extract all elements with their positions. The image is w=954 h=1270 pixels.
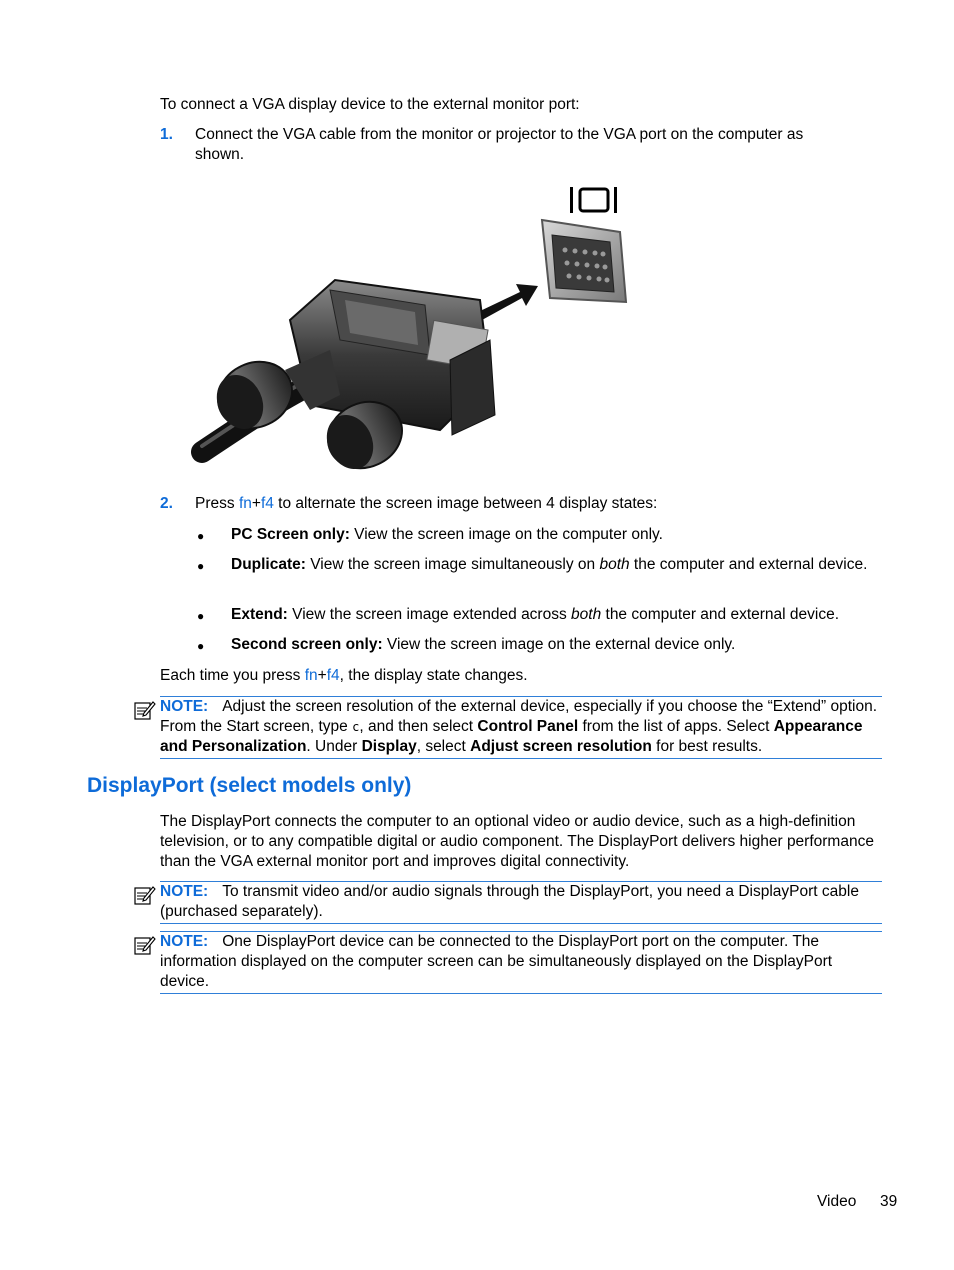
each-time-b: , the display state changes. bbox=[339, 667, 528, 684]
appearance-term: Appearance and Personalization bbox=[160, 718, 863, 755]
section-heading: DisplayPort (select models only) bbox=[87, 774, 412, 797]
note-displayport-device bbox=[160, 931, 882, 994]
step-1-text: Connect the VGA cable from the monitor or projector to the VGA port on the computer as shown. bbox=[195, 126, 804, 163]
note-resolution bbox=[160, 696, 882, 759]
note-icon bbox=[134, 884, 156, 906]
control-panel-term: Control Panel bbox=[477, 718, 579, 735]
note-label: NOTE: bbox=[160, 698, 209, 715]
bullet-emphasis: both bbox=[571, 606, 602, 623]
adjust-resolution-term: Adjust screen resolution bbox=[470, 738, 652, 755]
note-icon bbox=[134, 699, 156, 721]
bullet-term: Extend: bbox=[231, 606, 288, 623]
display-term: Display bbox=[361, 738, 417, 755]
f4-key: f4 bbox=[326, 667, 340, 684]
plus-sign: + bbox=[317, 667, 327, 684]
note-text: for best results. bbox=[651, 738, 763, 755]
bullet-marker: ● bbox=[197, 639, 205, 653]
bullet-desc: View the screen image extended across bbox=[287, 606, 572, 623]
fn-key: fn bbox=[238, 495, 252, 512]
footer-section: Video bbox=[817, 1193, 857, 1210]
key-c: c bbox=[352, 720, 360, 734]
note-text: , select bbox=[416, 738, 471, 755]
bullet-emphasis: both bbox=[599, 556, 630, 573]
note-label: NOTE: bbox=[160, 933, 209, 950]
note-text: from the list of apps. Select bbox=[578, 718, 774, 735]
f4-key: f4 bbox=[260, 495, 274, 512]
step-2-press: Press bbox=[195, 495, 239, 512]
note-text: Adjust the screen resolution of the external device, especially if you choose the “Extend” option. From the Start screen, type bbox=[160, 698, 878, 735]
note-text: One DisplayPort device can be connected to the DisplayPort port on the computer. The information displayed on the computer screen can be simultaneously displayed on the DisplayPort device. bbox=[160, 933, 833, 990]
bullet-desc: the computer and external device. bbox=[601, 606, 840, 623]
page-number: 39 bbox=[880, 1193, 898, 1210]
intro-text: To connect a VGA display device to the external monitor port: bbox=[160, 96, 580, 113]
note-text: . Under bbox=[306, 738, 362, 755]
note-icon bbox=[134, 934, 156, 956]
step-2-text bbox=[195, 494, 855, 514]
vga-cable-illustration bbox=[190, 180, 640, 480]
bullet-duplicate bbox=[231, 555, 881, 575]
note-label: NOTE: bbox=[160, 883, 209, 900]
vga-connector bbox=[207, 280, 495, 480]
each-time-text bbox=[160, 666, 882, 686]
step-1-number: 1. bbox=[160, 126, 173, 143]
bullet-pc-screen-only bbox=[231, 525, 881, 545]
bullet-term: Duplicate: bbox=[231, 556, 306, 573]
displayport-paragraph: The DisplayPort connects the computer to an optional video or audio device, such as a high-definition television, or to any compatible digital or audio component. The DisplayPort delivers higher performance than the VGA external monitor port and improves digital connectivity. bbox=[160, 813, 874, 870]
bullet-term: PC Screen only: bbox=[231, 526, 350, 543]
bullet-desc: View the screen image simultaneously on bbox=[305, 556, 600, 573]
insert-arrow-icon bbox=[478, 284, 538, 320]
step-2-rest: to alternate the screen image between 4 display states: bbox=[273, 495, 658, 512]
bullet-term: Second screen only: bbox=[231, 636, 383, 653]
plus-sign: + bbox=[251, 495, 261, 512]
bullet-marker: ● bbox=[197, 559, 205, 573]
bullet-desc: View the screen image on the external device only. bbox=[382, 636, 736, 653]
monitor-icon bbox=[570, 187, 617, 213]
each-time-a: Each time you press bbox=[160, 667, 305, 684]
bullet-desc: the computer and external device. bbox=[629, 556, 868, 573]
note-text: To transmit video and/or audio signals through the DisplayPort, you need a DisplayPort cable (purchased separately). bbox=[160, 883, 859, 920]
note-displayport-cable bbox=[160, 881, 882, 924]
bullet-marker: ● bbox=[197, 609, 205, 623]
bullet-marker: ● bbox=[197, 529, 205, 543]
bullet-desc: View the screen image on the computer only. bbox=[349, 526, 663, 543]
step-2-number: 2. bbox=[160, 495, 173, 512]
note-text: , and then select bbox=[359, 718, 478, 735]
vga-port bbox=[542, 220, 626, 302]
fn-key: fn bbox=[304, 667, 318, 684]
bullet-second-screen-only bbox=[231, 635, 881, 655]
bullet-extend bbox=[231, 605, 881, 625]
